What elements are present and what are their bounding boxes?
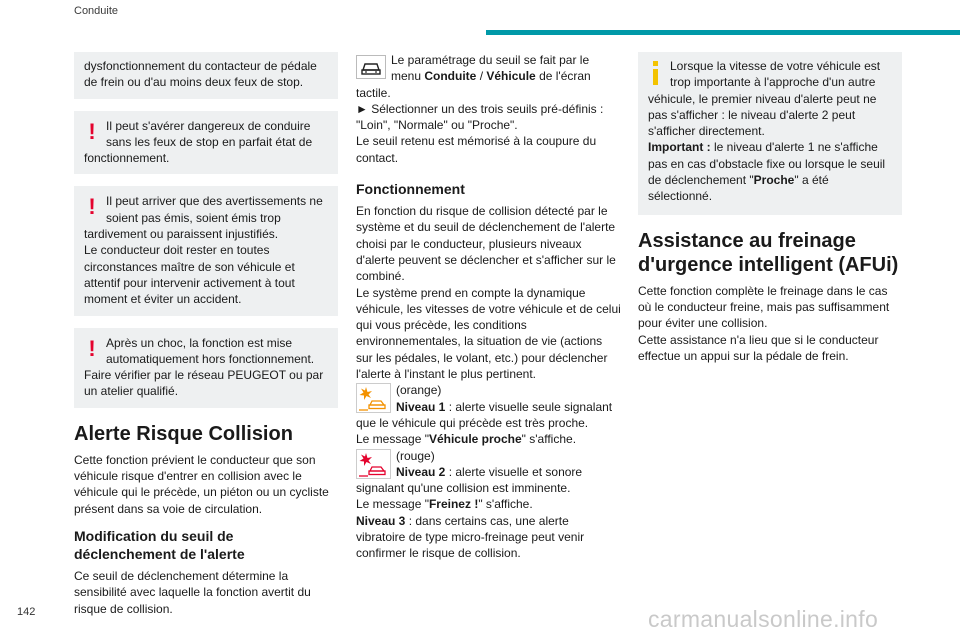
note-box-stop-lights: [74, 52, 338, 99]
subsection-title-threshold: Modification du seuil de déclenchement de l'alerte: [74, 527, 245, 562]
warning-box-2: [74, 186, 338, 315]
text: Le message ": [356, 497, 429, 512]
paragraph-select: ► Sélectionner un des trois seuils pré-définis : "Loin", "Normale" ou "Proche".: [356, 101, 604, 133]
text: " s'affiche.: [478, 497, 533, 512]
exclamation-icon: !: [88, 335, 96, 361]
column-1: [74, 52, 338, 617]
car-icon: [356, 55, 386, 79]
paragraph-memo: Le seuil retenu est mémorisé à la coupure du contact.: [356, 134, 597, 165]
warning-text: Après un choc, la fonction est mise automatiquement hors fonctionnement.: [106, 335, 315, 366]
paragraph: Cette assistance n'a lieu que si le conducteur effectue un appui sur la pédale de frein.: [638, 332, 879, 363]
column-2: [356, 52, 621, 562]
info-icon: [648, 61, 662, 85]
section-title-afui: Assistance au freinage d'urgence intelligent (AFUi): [638, 229, 899, 276]
info-important: [648, 139, 893, 204]
level-label: Niveau 2: [396, 464, 446, 479]
level-label: Niveau 3: [356, 513, 406, 528]
alert-level-1: [356, 382, 621, 447]
text: /: [476, 69, 487, 84]
paragraph: Le système prend en compte la dynamique véhicule, les vitesses de votre véhicule et de celui qui vous précède, les conditions environnementales, la situation de vie (actions sur les pédales, le volant, etc.) pour déclencher l'alerte à l'instant le plus pertinent.: [356, 285, 621, 382]
warning-box-1: [74, 111, 338, 175]
text: " s'affiche.: [521, 432, 577, 447]
header-title: Conduite: [74, 5, 119, 17]
paragraph: En fonction du risque de collision détecté par le système et du seuil de déclenchement de l'alerte choisi par le conducteur, plusieurs niveaux d'alerte peuvent se déclencher et s'afficher sur le combiné.: [356, 204, 616, 284]
important-label: Important :: [648, 140, 711, 155]
alert-level-3: [356, 513, 621, 562]
watermark: carmanualsonline.info: [648, 606, 879, 632]
header-accent-bar: [486, 30, 960, 35]
level-label: Niveau 1: [396, 399, 446, 414]
section-title-collision-alert: Alerte Risque Collision: [74, 422, 293, 445]
threshold-name: Proche: [753, 173, 795, 188]
collision-alert-icon: [356, 383, 391, 413]
exclamation-icon: !: [88, 118, 96, 144]
note-text: dysfonctionnement du contacteur de pédale de frein ou d'au moins deux feux de stop.: [84, 59, 317, 90]
info-text: Lorsque la vitesse de votre véhicule est trop importante à l'approche d'un autre véhicule, le premier niveau d'alerte peut ne pas s'afficher : le niveau d'alerte 2 peut s'afficher directement.: [648, 59, 881, 139]
text: de l'écran tactile.: [356, 69, 591, 100]
alert-level-2: [356, 448, 621, 513]
menu-name: Véhicule: [486, 69, 536, 84]
alert-color-red: (rouge): [396, 448, 435, 463]
alert-message: [356, 496, 621, 512]
alert-level-text: [356, 399, 621, 432]
warning-text: Le conducteur doit rester en toutes circonstances maître de son véhicule et attentif pour intervenir activement à tout moment et éviter un accident.: [84, 243, 295, 307]
alert-level-text: [356, 464, 621, 497]
warning-text: Il peut s'avérer dangereux de conduire sans les feux de stop en parfait état de fonctionnement.: [84, 118, 313, 166]
message: Véhicule proche: [428, 432, 522, 447]
info-box: [638, 52, 902, 215]
exclamation-icon: !: [88, 194, 96, 220]
warning-text: Il peut arriver que des avertissements ne soient pas émis, soient émis trop tardivement ou paraissent injustifiés.: [84, 194, 323, 242]
alert-color-orange: (orange): [396, 383, 442, 398]
paragraph: Ce seuil de déclenchement détermine la sensibilité avec laquelle la fonction avertit du risque de collision.: [74, 568, 311, 616]
text: : alerte visuelle et sonore signalant qu'une collision est imminente.: [356, 464, 583, 496]
warning-text: Faire vérifier par le réseau PEUGEOT ou par un atelier qualifié.: [84, 368, 324, 399]
text: le niveau d'alerte 1 ne s'affiche pas en cas d'obstacle fixe ou lorsque le seuil de déclenchement ": [648, 140, 886, 188]
subsection-title-function: Fonctionnement: [356, 181, 465, 198]
text: : dans certains cas, une alerte vibratoire de type micro-freinage peut venir confirmer le risque de collision.: [356, 513, 585, 561]
paragraph-menu: [356, 52, 621, 101]
text: Le paramétrage du seuil se fait par le menu: [391, 53, 590, 84]
paragraph: Cette fonction prévient le conducteur que son véhicule risque d'entrer en collision avec le véhicule qui le précède, un piéton ou un cycliste présent dans sa voie de circulation.: [74, 452, 329, 516]
menu-name: Conduite: [424, 69, 477, 84]
page-number: 142: [17, 606, 36, 618]
collision-alert-icon: [356, 449, 391, 479]
text: " a été sélectionné.: [648, 173, 829, 204]
text: : alerte visuelle seule signalant que le véhicule qui précède est très proche.: [356, 399, 613, 430]
warning-box-3: [74, 328, 338, 408]
message: Freinez !: [428, 497, 479, 512]
alert-message: [356, 431, 621, 447]
paragraph: Cette fonction complète le freinage dans le cas où le conducteur freine, mais pas suffisamment pour éviter une collision.: [638, 283, 890, 331]
text: Le message ": [356, 432, 429, 447]
column-3: [638, 52, 902, 364]
